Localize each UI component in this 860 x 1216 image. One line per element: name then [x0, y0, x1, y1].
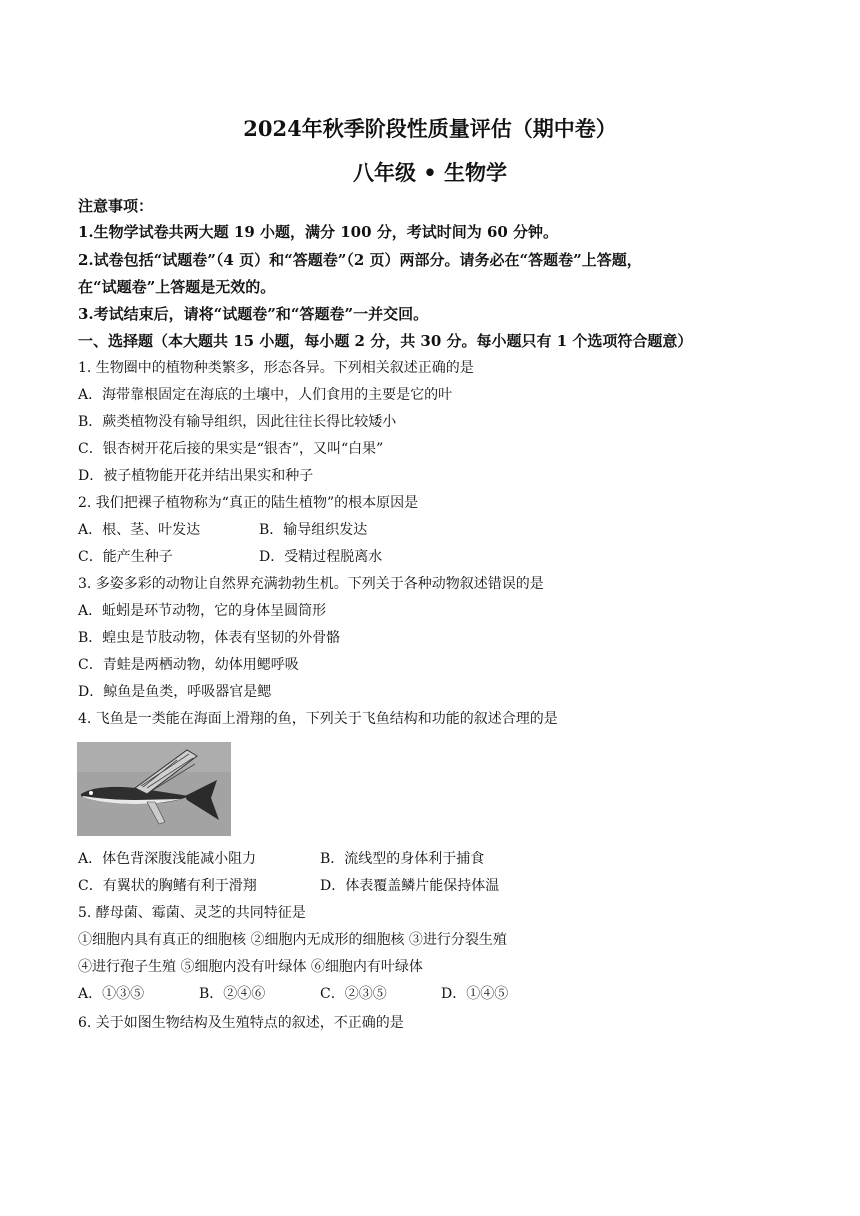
flying-fish-drawing — [77, 742, 231, 836]
question-1-option-b: B．蕨类植物没有输导组织，因此往往长得比较矮小 — [78, 414, 397, 430]
question-2-option-a: A．根、茎、叶发达 — [78, 522, 201, 538]
question-4-option-c: C．有翼状的胸鳍有利于滑翔 — [78, 878, 257, 894]
question-2-stem: 2. 我们把裸子植物称为“真正的陆生植物”的根本原因是 — [78, 495, 419, 511]
notice-item-2b: 在“试题卷”上答题是无效的。 — [78, 278, 276, 296]
question-4-option-a: A．体色背深腹浅能减小阻力 — [78, 851, 257, 867]
question-5-option-b: B．②④⑥ — [199, 986, 266, 1002]
question-5-option-c: C．②③⑤ — [320, 986, 387, 1002]
question-3-option-c: C．青蛙是两栖动物，幼体用鳃呼吸 — [78, 657, 299, 673]
question-3-stem: 3. 多姿多彩的动物让自然界充满勃勃生机。下列关于各种动物叙述错误的是 — [78, 576, 544, 592]
question-5-statements-2: ④进行孢子生殖 ⑤细胞内没有叶绿体 ⑥细胞内有叶绿体 — [78, 959, 423, 975]
question-1-option-a: A．海带靠根固定在海底的土壤中，人们食用的主要是它的叶 — [78, 387, 453, 403]
question-6-stem: 6. 关于如图生物结构及生殖特点的叙述，不正确的是 — [78, 1015, 404, 1031]
question-4-stem: 4. 飞鱼是一类能在海面上滑翔的鱼，下列关于飞鱼结构和功能的叙述合理的是 — [78, 711, 558, 727]
question-1-stem: 1. 生物圈中的植物种类繁多，形态各异。下列相关叙述正确的是 — [78, 360, 474, 376]
question-3-option-a: A．蚯蚓是环节动物，它的身体呈圆筒形 — [78, 603, 327, 619]
question-3-option-b: B．蝗虫是节肢动物，体表有坚韧的外骨骼 — [78, 630, 341, 646]
question-2-option-b: B．输导组织发达 — [259, 522, 368, 538]
exam-subtitle: 八年级 • 生物学 — [352, 160, 508, 185]
question-5-option-d: D．①④⑤ — [441, 986, 509, 1002]
section-heading: 一、选择题（本大题共 15 小题，每小题 2 分，共 30 分。每小题只有 1 个选项符合题意） — [78, 332, 693, 350]
notice-item-2a: 2.试卷包括“试题卷”（4 页）和“答题卷”（2 页）两部分。请务必在“答题卷”上答题， — [78, 251, 642, 269]
question-4-option-d: D．体表覆盖鳞片能保持体温 — [320, 878, 500, 894]
flying-fish-image — [77, 742, 231, 836]
question-3-option-d: D．鲸鱼是鱼类，呼吸器官是鳃 — [78, 684, 272, 700]
question-1-option-c: C．银杏树开花后接的果实是“银杏”，又叫“白果” — [78, 441, 384, 457]
exam-title: 2024年秋季阶段性质量评估（期中卷） — [243, 116, 617, 141]
notice-heading: 注意事项： — [78, 197, 154, 215]
question-5-statements-1: ①细胞内具有真正的细胞核 ②细胞内无成形的细胞核 ③进行分裂生殖 — [78, 932, 507, 948]
question-5-stem: 5. 酵母菌、霉菌、灵芝的共同特征是 — [78, 905, 306, 921]
question-2-option-d: D．受精过程脱离水 — [259, 549, 383, 565]
question-4-option-b: B．流线型的身体利于捕食 — [320, 851, 485, 867]
notice-item-3: 3.考试结束后，请将“试题卷”和“答题卷”一并交回。 — [78, 305, 429, 323]
question-1-option-d: D．被子植物能开花并结出果实和种子 — [78, 468, 314, 484]
question-5-option-a: A．①③⑤ — [78, 986, 145, 1002]
question-2-option-c: C．能产生种子 — [78, 549, 173, 565]
notice-item-1: 1.生物学试卷共两大题 19 小题，满分 100 分，考试时间为 60 分钟。 — [78, 223, 559, 241]
